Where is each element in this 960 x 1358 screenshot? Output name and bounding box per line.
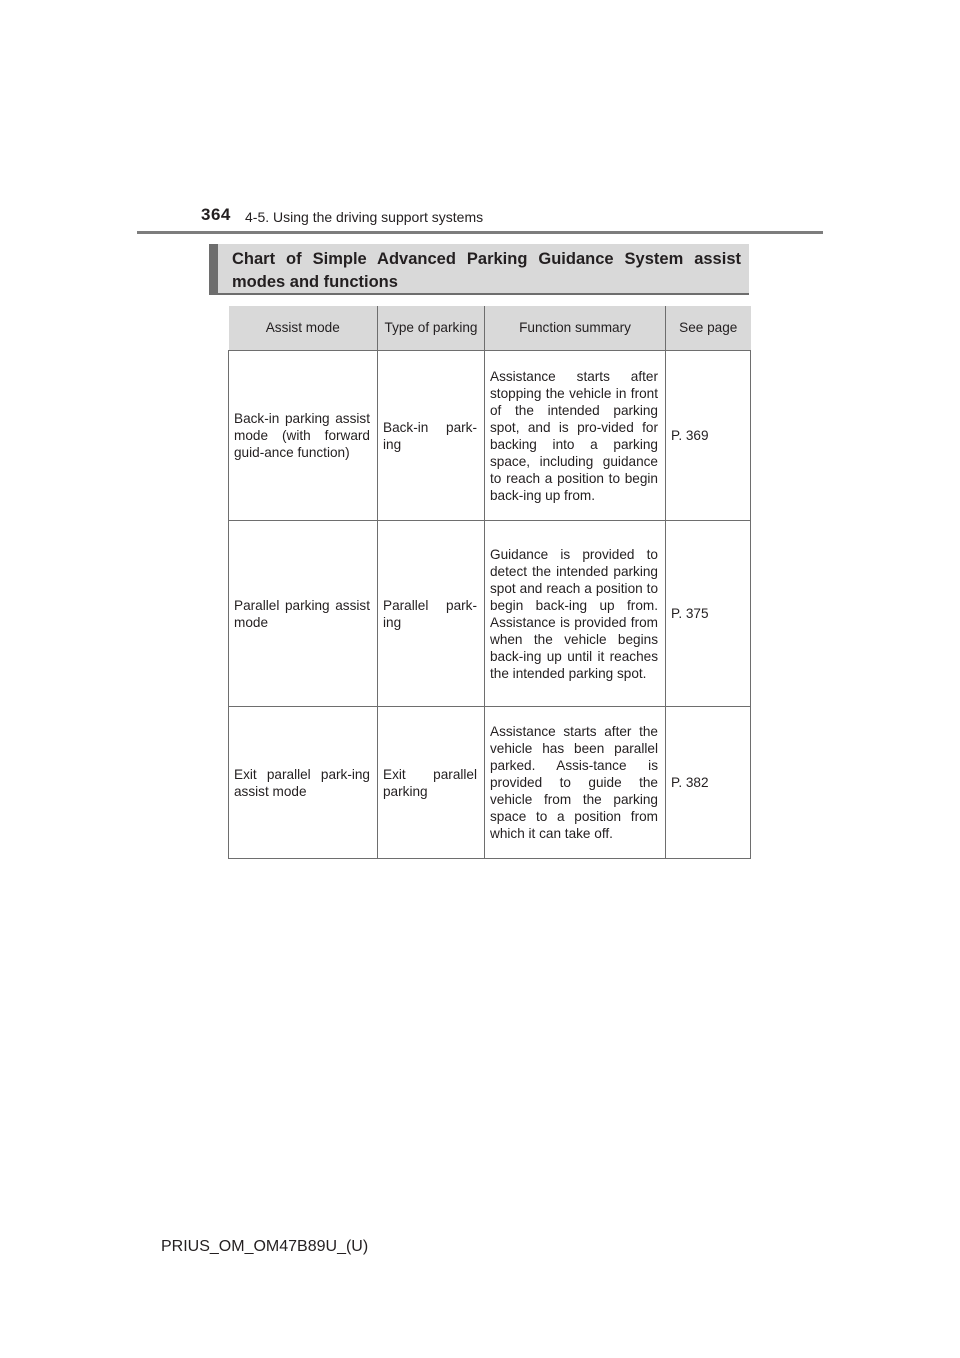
section-heading-title: Chart of Simple Advanced Parking Guidance System assist modes and functions bbox=[232, 250, 741, 291]
cell-function-summary: Assistance starts after stopping the vehicle in front of the intended parking spot, and is pro-vided for backing into a parking space, including guidance to reach a position to begin back-ing up from. bbox=[485, 351, 666, 521]
cell-see-page: P. 369 bbox=[666, 351, 751, 521]
column-header-assist-mode: Assist mode bbox=[229, 306, 378, 351]
cell-type-of-parking: Parallel park-ing bbox=[378, 521, 485, 707]
cell-see-page: P. 375 bbox=[666, 521, 751, 707]
cell-assist-mode: Parallel parking assist mode bbox=[229, 521, 378, 707]
table-row bbox=[229, 521, 751, 707]
cell-assist-mode: Exit parallel park-ing assist mode bbox=[229, 707, 378, 859]
section-path: 4-5. Using the driving support systems bbox=[245, 209, 484, 225]
table-row bbox=[229, 707, 751, 859]
header-divider bbox=[137, 231, 823, 234]
cell-assist-mode: Back-in parking assist mode (with forward guid-ance function) bbox=[229, 351, 378, 521]
column-header-function-summary: Function summary bbox=[485, 306, 666, 351]
cell-type-of-parking: Back-in park-ing bbox=[378, 351, 485, 521]
cell-function-summary: Assistance starts after the vehicle has been parallel parked. Assis-tance is provided to guide the vehicle from the parking space to a position from which it can take off. bbox=[485, 707, 666, 859]
column-header-type-of-parking: Type of parking bbox=[378, 306, 485, 351]
assist-modes-table bbox=[228, 306, 751, 859]
cell-function-summary: Guidance is provided to detect the intended parking spot and reach a position to begin back-ing up from. Assistance is provided from when the vehicle begins back-ing up until it reaches the intended parking spot. bbox=[485, 521, 666, 707]
section-heading bbox=[209, 244, 749, 295]
document-code: PRIUS_OM_OM47B89U_(U) bbox=[161, 1238, 369, 1255]
page-header bbox=[0, 0, 960, 240]
table-header-row bbox=[229, 306, 751, 351]
cell-see-page: P. 382 bbox=[666, 707, 751, 859]
column-header-see-page: See page bbox=[666, 306, 751, 351]
cell-type-of-parking: Exit parallel parking bbox=[378, 707, 485, 859]
table-row bbox=[229, 351, 751, 521]
page-number: 364 bbox=[201, 205, 231, 224]
